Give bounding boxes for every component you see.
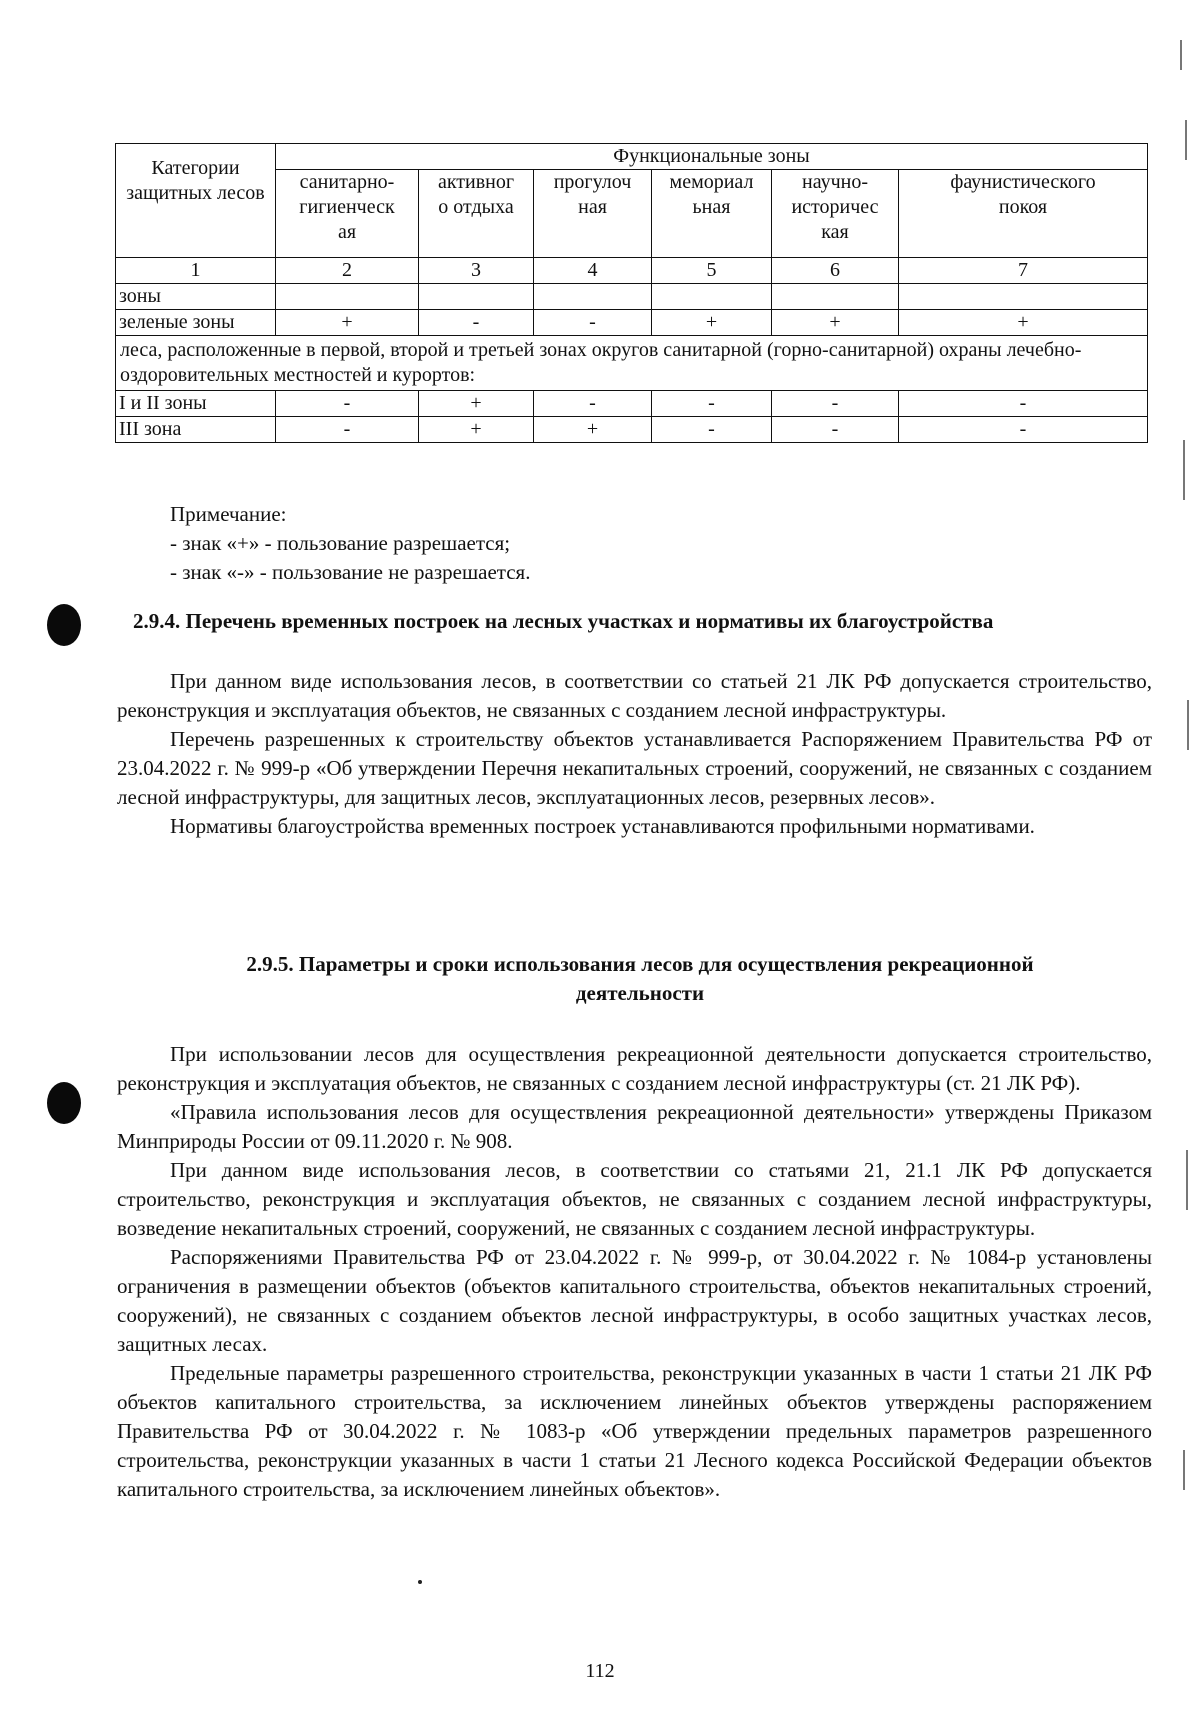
table-cell [772, 284, 899, 310]
table-cell: - [534, 391, 652, 417]
paragraph: При использовании лесов для осуществления рекреационной деятельности допускается строительство, реконструкция и эксплуатация объектов, не связанных с созданием лесной инфраструктуры (ст. 21 ЛК РФ). [117, 1042, 1152, 1095]
paragraph: Перечень разрешенных к строительству объектов устанавливается Распоряжением Правительства РФ от 23.04.2022 г. № 999-р «Об утверждении Перечня некапитальных строений, сооружений, не связанных с созданием лесной инфраструктуры, для защитных лесов, эксплуатационных лесов, резервных лесов». [117, 727, 1152, 809]
section-294-body [117, 667, 1152, 841]
punch-hole-top [47, 604, 81, 646]
table-cell: + [419, 417, 534, 443]
table-cell: + [652, 310, 772, 336]
table-cell [276, 284, 419, 310]
table-note [170, 500, 530, 587]
paragraph: Нормативы благоустройства временных построек устанавливаются профильными нормативами. [170, 814, 1035, 838]
table-number-cell: 2 [276, 258, 419, 284]
table-cell: - [899, 417, 1148, 443]
table-cell: - [899, 391, 1148, 417]
scan-edge-mark [1183, 440, 1185, 500]
table-cell: - [276, 417, 419, 443]
table-span-row [116, 336, 1148, 391]
paragraph: При данном виде использования лесов, в соответствии со статьей 21 ЛК РФ допускается строительство, реконструкция и эксплуатация объектов, не связанных с созданием лесной инфраструктуры. [117, 669, 1152, 722]
note-line: - знак «+» - пользование разрешается; [170, 531, 511, 555]
note-line: - знак «-» - пользование не разрешается. [170, 560, 531, 584]
page-number: 112 [585, 1660, 615, 1682]
punch-hole-bottom [47, 1082, 81, 1124]
table-column-label: активног о отдыха [419, 170, 534, 258]
paragraph: Предельные параметры разрешенного строительства, реконструкции указанных в части 1 статьи 21 ЛК РФ объектов капитального строительства, за исключением линейных объектов утверждены распоряжением Правительства РФ от 30.04.2022 г. № 1083-р «Об утверждении предельных параметров разрешенного строительства, реконструкции указанных в части 1 статьи 21 Лесного кодекса Российской Федерации объектов капитального строительства, за исключением линейных объектов». [117, 1361, 1152, 1501]
table-row [116, 391, 1148, 417]
paragraph: При данном виде использования лесов, в соответствии со статьями 21, 21.1 ЛК РФ допускается строительство, реконструкция и эксплуатация объектов, не связанных с созданием лесной инфраструктуры, возведение некапитальных строений, сооружений, не связанных с созданием лесной инфраструктуры. [117, 1158, 1152, 1240]
table-row [116, 310, 1148, 336]
table-head-category: Категории защитных лесов [116, 144, 276, 258]
table-number-cell: 7 [899, 258, 1148, 284]
span-row-text: леса, расположенные в первой, второй и третьей зонах округов санитарной (горно-санитарной) охраны лечебно-оздоровительных местностей и курортов: [116, 336, 1148, 391]
heading-line: деятельности [575, 981, 705, 1005]
table-number-cell: 5 [652, 258, 772, 284]
table-cell: + [276, 310, 419, 336]
functional-zones-table [115, 143, 1148, 443]
heading-line: 2.9.5. Параметры и сроки использования лесов для осуществления рекреационной [246, 952, 1034, 976]
scan-edge-mark [1183, 1450, 1185, 1490]
scan-edge-mark [1180, 40, 1182, 70]
table-row [116, 284, 1148, 310]
paragraph: Распоряжениями Правительства РФ от 23.04.2022 г. № 999-р, от 30.04.2022 г. № 1084-р установлены ограничения в размещении объектов (объектов капитального строительства, объектов некапитальных строений, сооружений), не связанных с созданием объектов лесной инфраструктуры, в особо защитных участках лесов, защитных лесах. [117, 1245, 1152, 1356]
table-cell: - [652, 417, 772, 443]
table-cell: + [772, 310, 899, 336]
table-cell: + [899, 310, 1148, 336]
paragraph: «Правила использования лесов для осуществления рекреационной деятельности» утверждены Приказом Минприроды России от 09.11.2020 г. № 908. [117, 1100, 1152, 1153]
table-number-cell: 6 [772, 258, 899, 284]
table-head-zones: Функциональные зоны [276, 144, 1148, 170]
table-cell: + [419, 391, 534, 417]
scan-edge-mark [1185, 120, 1187, 160]
table-column-label: мемориал ьная [652, 170, 772, 258]
row-label: зеленые зоны [116, 310, 276, 336]
scan-speck [418, 1580, 422, 1584]
table-cell: - [419, 310, 534, 336]
table-column-label: прогулоч ная [534, 170, 652, 258]
section-294-heading: 2.9.4. Перечень временных построек на лесных участках и нормативы их благоустройства [133, 609, 994, 633]
table-column-label: научно- историчес кая [772, 170, 899, 258]
table-cell: - [652, 391, 772, 417]
table-row [116, 417, 1148, 443]
table-column-label: фаунистического покоя [899, 170, 1148, 258]
table-cell: - [772, 417, 899, 443]
table-cell: + [534, 417, 652, 443]
table-cell: - [276, 391, 419, 417]
row-label: I и II зоны [116, 391, 276, 417]
section-295-heading [120, 950, 1160, 1008]
section-295-body [117, 1040, 1152, 1504]
table-cell: - [534, 310, 652, 336]
scan-edge-mark [1186, 1150, 1188, 1210]
table-cell [534, 284, 652, 310]
table-cell: - [772, 391, 899, 417]
note-title: Примечание: [170, 502, 287, 526]
table-cell [419, 284, 534, 310]
scan-edge-mark [1187, 700, 1189, 750]
table-cell [652, 284, 772, 310]
table-number-cell: 1 [116, 258, 276, 284]
table-cell [899, 284, 1148, 310]
row-label: III зона [116, 417, 276, 443]
table-number-cell: 4 [534, 258, 652, 284]
table-column-label: санитарно- гигиенческ ая [276, 170, 419, 258]
row-label: зоны [116, 284, 276, 310]
table-number-cell: 3 [419, 258, 534, 284]
